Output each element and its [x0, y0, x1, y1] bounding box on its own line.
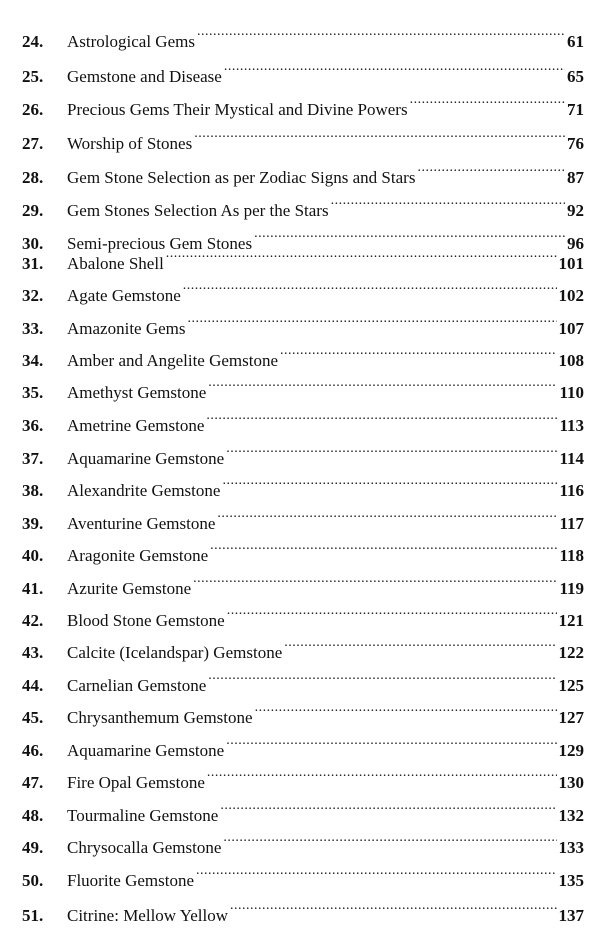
entry-number: 31. [22, 254, 44, 273]
entry-page: 135 [558, 871, 584, 890]
dot-leader [188, 306, 557, 334]
toc-entry [22, 19, 584, 51]
entry-number: 32. [22, 286, 44, 305]
entry-title: Gemstone and Disease [67, 67, 222, 86]
entry-title: Fire Opal Gemstone [67, 773, 205, 792]
toc-entry [22, 370, 584, 402]
entry-number: 25. [22, 67, 44, 86]
entry-page: 122 [558, 643, 584, 662]
entry-page: 118 [559, 546, 584, 565]
entry-number: 39. [22, 514, 44, 533]
dot-leader [197, 19, 565, 47]
dot-leader [331, 188, 565, 216]
entry-title: Worship of Stones [67, 134, 193, 153]
toc-entry [22, 793, 584, 825]
dot-leader [417, 155, 565, 183]
entry-page: 65 [567, 67, 584, 86]
entry-title: Ametrine Gemstone [67, 416, 205, 435]
toc-entry [22, 630, 584, 662]
entry-number: 49. [22, 838, 44, 857]
entry-title: Abalone Shell [67, 254, 164, 273]
entry-page: 116 [559, 481, 584, 500]
entry-title: Chrysanthemum Gemstone [67, 708, 253, 727]
entry-page: 127 [558, 708, 584, 727]
entry-title: Precious Gems Their Mystical and Divine Powers [67, 100, 408, 119]
entry-number: 41. [22, 579, 44, 598]
entry-page: 125 [558, 676, 584, 695]
entry-page: 119 [559, 579, 584, 598]
dot-leader [280, 338, 556, 366]
entry-title: Blood Stone Gemstone [67, 611, 225, 630]
entry-number: 38. [22, 481, 44, 500]
entry-page: 61 [567, 32, 584, 51]
dot-leader [206, 403, 557, 431]
entry-title: Amazonite Gems [67, 319, 186, 338]
toc-entry [22, 54, 584, 86]
dot-leader [230, 893, 556, 921]
toc-entry [22, 663, 584, 695]
toc-entry [22, 501, 584, 533]
toc-entry [22, 338, 584, 370]
entry-number: 50. [22, 871, 44, 890]
dot-leader [196, 858, 556, 886]
toc-entry [22, 273, 584, 305]
entry-title: Aventurine Gemstone [67, 514, 216, 533]
dot-leader [217, 501, 557, 529]
toc-entry [22, 760, 584, 792]
entry-title: Astrological Gems [67, 32, 195, 51]
entry-page: 110 [559, 383, 584, 402]
dot-leader [224, 54, 565, 82]
entry-number: 34. [22, 351, 44, 370]
toc-entry [22, 121, 584, 153]
entry-number: 43. [22, 643, 44, 662]
entry-page: 92 [567, 201, 584, 220]
entry-title: Chrysocalla Gemstone [67, 838, 222, 857]
entry-title: Gem Stone Selection as per Zodiac Signs and Stars [67, 168, 416, 187]
entry-number: 42. [22, 611, 44, 630]
entry-title: Aquamarine Gemstone [67, 741, 225, 760]
toc-entry [22, 403, 584, 435]
entry-title: Calcite (Icelandspar) Gemstone [67, 643, 283, 662]
entry-number: 24. [22, 32, 44, 51]
entry-title: Aquamarine Gemstone [67, 449, 225, 468]
dot-leader [410, 87, 565, 115]
entry-number: 45. [22, 708, 44, 727]
entry-number: 26. [22, 100, 44, 119]
entry-title: Gem Stones Selection As per the Stars [67, 201, 329, 220]
entry-title: Agate Gemstone [67, 286, 181, 305]
toc-entry [22, 858, 584, 890]
entry-number: 35. [22, 383, 44, 402]
entry-number: 40. [22, 546, 44, 565]
entry-page: 114 [559, 449, 584, 468]
entry-title: Amethyst Gemstone [67, 383, 207, 402]
toc-entry [22, 728, 584, 760]
dot-leader [208, 370, 557, 398]
entry-number: 33. [22, 319, 44, 338]
dot-leader [220, 793, 556, 821]
toc-entry [22, 188, 584, 220]
entry-page: 113 [559, 416, 584, 435]
entry-page: 71 [567, 100, 584, 119]
entry-title: Azurite Gemstone [67, 579, 192, 598]
entry-number: 46. [22, 741, 44, 760]
entry-number: 28. [22, 168, 44, 187]
entry-number: 51. [22, 906, 44, 925]
dot-leader [226, 436, 557, 464]
entry-page: 107 [558, 319, 584, 338]
dot-leader [226, 728, 556, 756]
dot-leader [284, 630, 556, 658]
toc-entry [22, 566, 584, 598]
toc-entry [22, 306, 584, 338]
entry-title: Alexandrite Gemstone [67, 481, 221, 500]
entry-number: 30. [22, 234, 44, 253]
dot-leader [208, 663, 556, 691]
dot-leader [223, 825, 556, 853]
entry-page: 117 [559, 514, 584, 533]
toc-entry [22, 893, 584, 925]
toc-entry [22, 468, 584, 500]
entry-page: 76 [567, 134, 584, 153]
entry-page: 133 [558, 838, 584, 857]
entry-page: 96 [567, 234, 584, 253]
toc-entry [22, 695, 584, 727]
dot-leader [255, 695, 557, 723]
entry-title: Fluorite Gemstone [67, 871, 195, 890]
entry-title: Tourmaline Gemstone [67, 806, 219, 825]
entry-page: 130 [558, 773, 584, 792]
dot-leader [222, 468, 557, 496]
toc-entry [22, 533, 584, 565]
entry-number: 36. [22, 416, 44, 435]
toc-entry [22, 241, 584, 273]
entry-number: 27. [22, 134, 44, 153]
toc-entry [22, 598, 584, 630]
entry-title: Aragonite Gemstone [67, 546, 209, 565]
entry-page: 121 [558, 611, 584, 630]
dot-leader [210, 533, 557, 561]
toc-entry [22, 87, 584, 119]
entry-title: Amber and Angelite Gemstone [67, 351, 279, 370]
dot-leader [166, 241, 557, 269]
entry-page: 102 [558, 286, 584, 305]
dot-leader [194, 121, 565, 149]
entry-number: 48. [22, 806, 44, 825]
entry-page: 129 [558, 741, 584, 760]
entry-page: 87 [567, 168, 584, 187]
entry-title: Semi-precious Gem Stones [67, 234, 253, 253]
dot-leader [183, 273, 557, 301]
entry-title: Citrine: Mellow Yellow [67, 906, 229, 925]
toc-entry [22, 825, 584, 857]
toc-entry [22, 436, 584, 468]
entry-page: 137 [558, 906, 584, 925]
entry-title: Carnelian Gemstone [67, 676, 207, 695]
entry-number: 29. [22, 201, 44, 220]
entry-page: 108 [558, 351, 584, 370]
dot-leader [193, 566, 557, 594]
toc-entry [22, 155, 584, 187]
entry-number: 37. [22, 449, 44, 468]
entry-page: 132 [558, 806, 584, 825]
dot-leader [207, 760, 557, 788]
dot-leader [227, 598, 557, 626]
entry-number: 47. [22, 773, 44, 792]
entry-number: 44. [22, 676, 44, 695]
entry-page: 101 [558, 254, 584, 273]
